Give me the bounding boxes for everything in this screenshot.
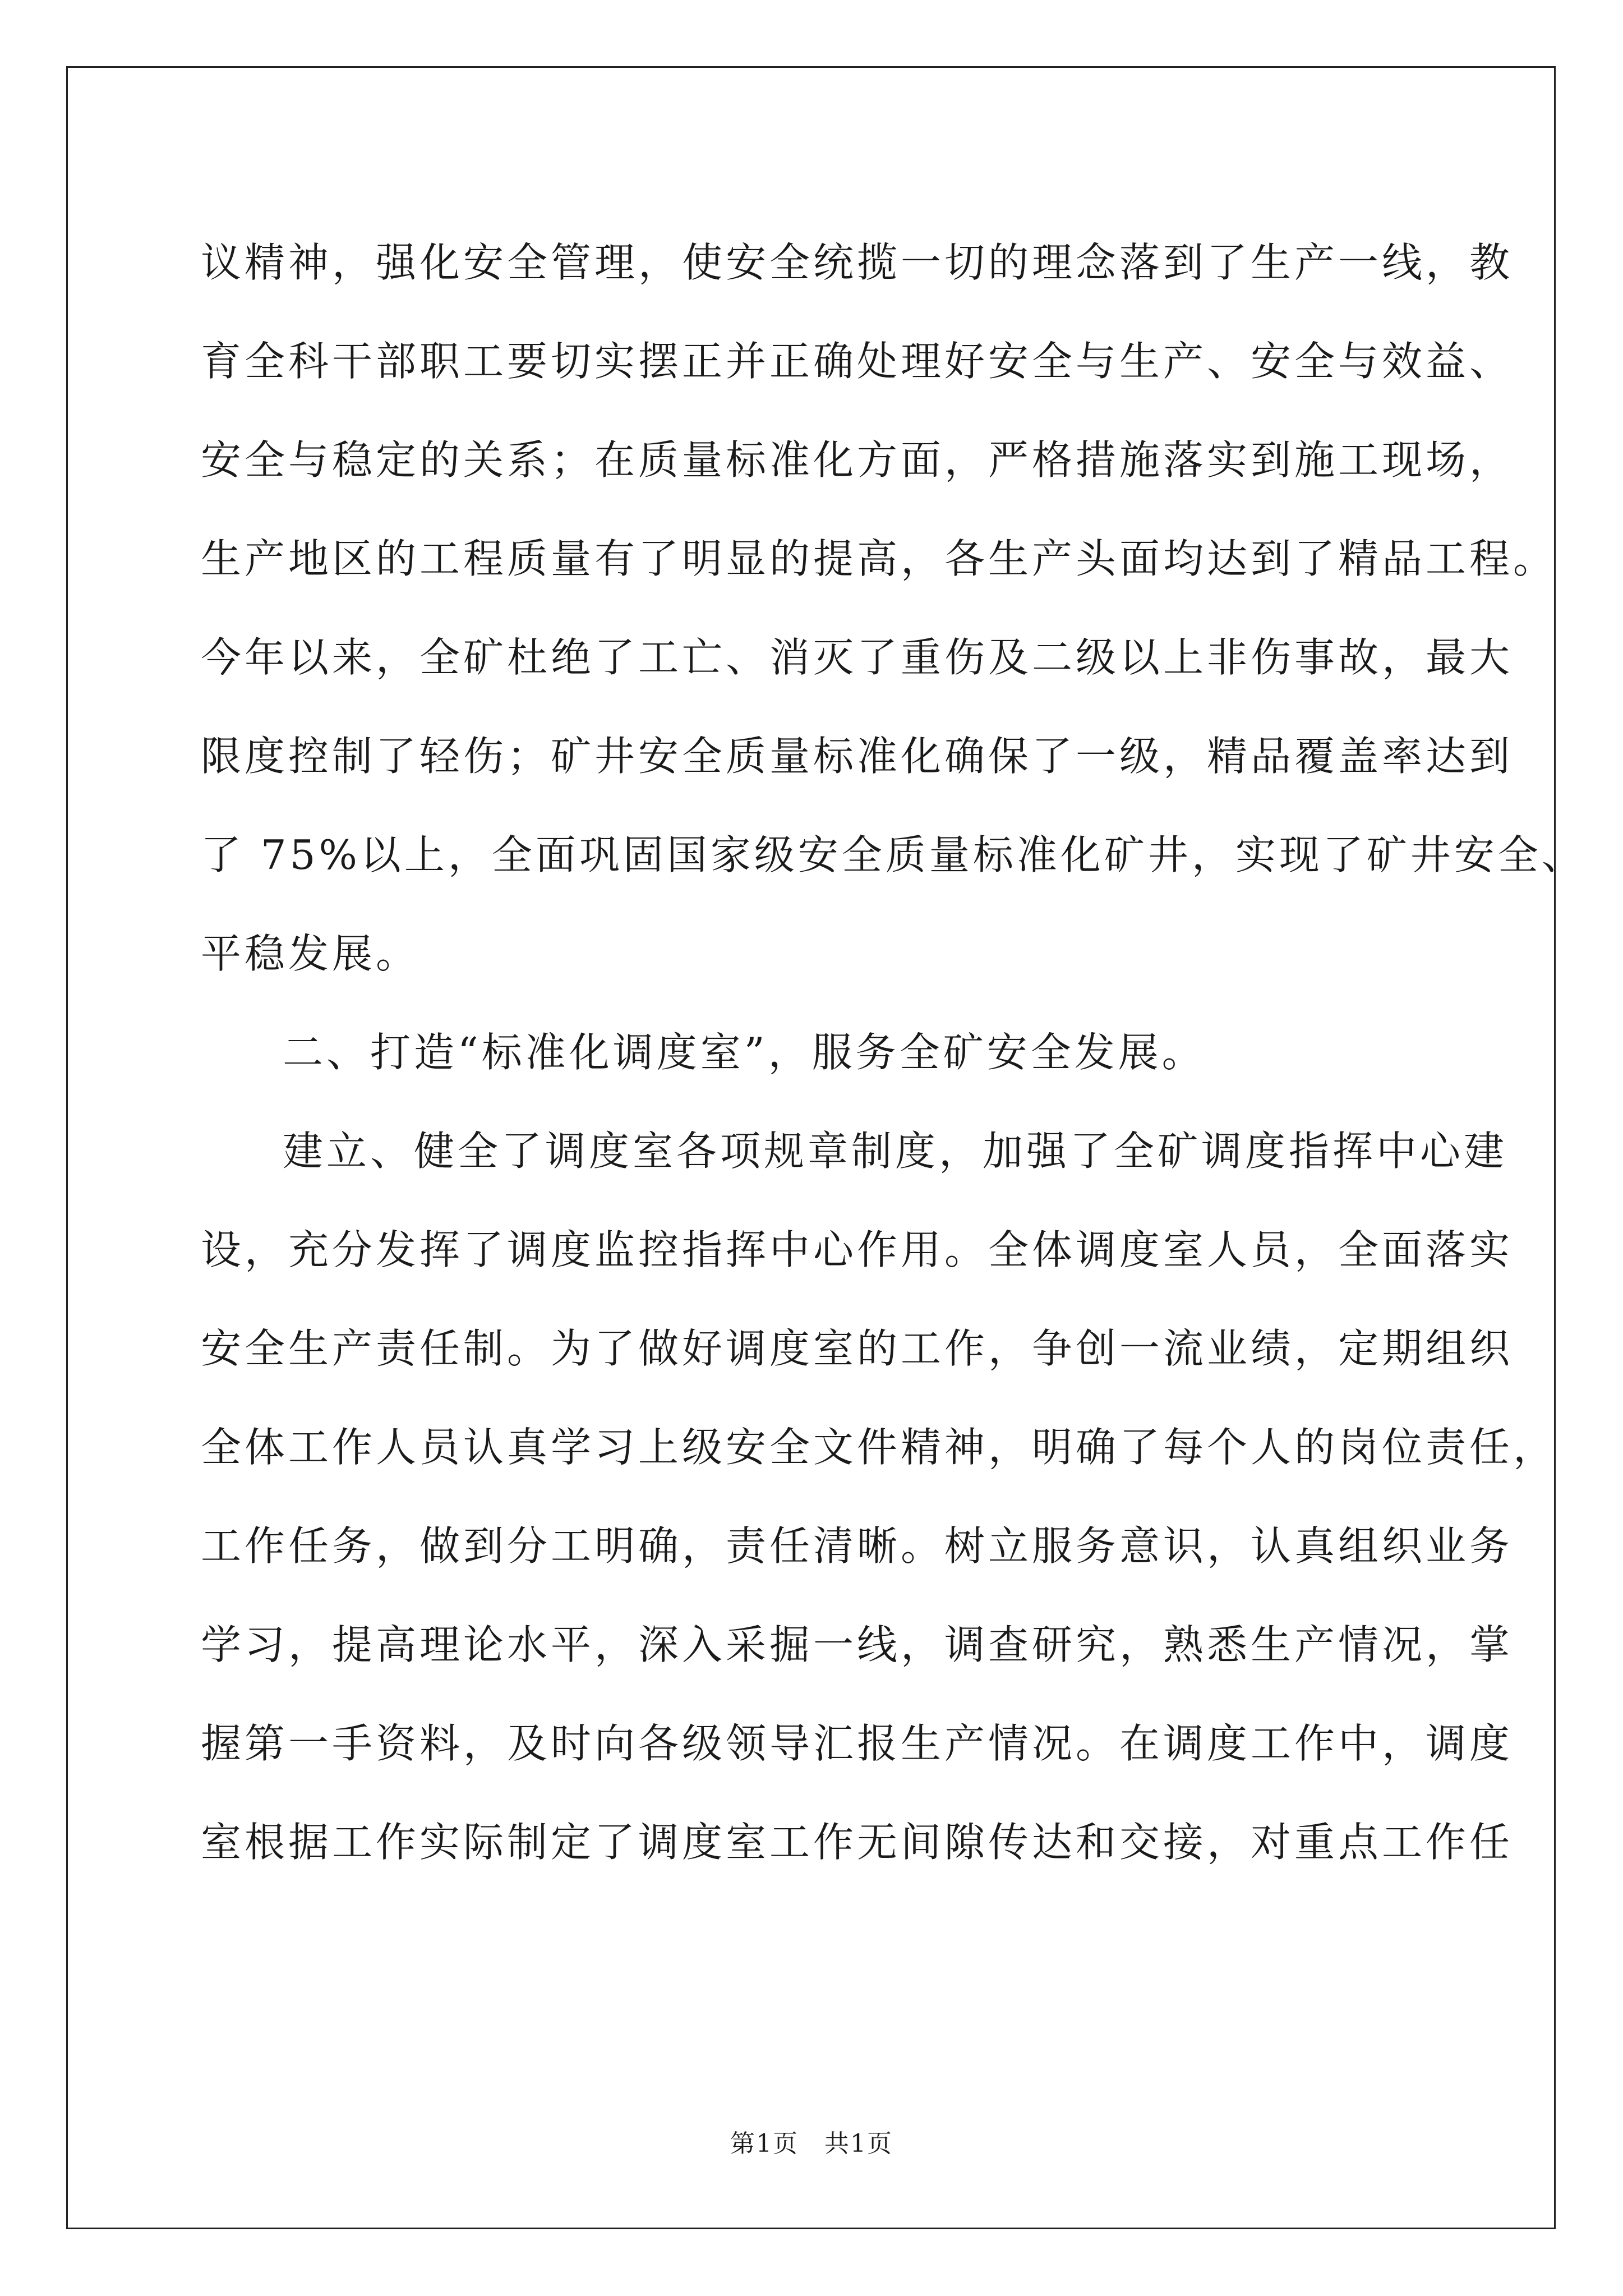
body-line: 今年以来，全矿杜绝了工亡、消灭了重伤及二级以上非伤事故，最大 (201, 634, 1514, 681)
body-line: 生产地区的工程质量有了明显的提高，各生产头面均达到了精品工程。 (201, 535, 1557, 582)
body-line: 了 75%以上，全面巩固国家级安全质量标准化矿井，实现了矿井安全、 (201, 831, 1585, 878)
body-line: 安全生产责任制。为了做好调度室的工作，争创一流业绩，定期组织 (201, 1325, 1514, 1372)
body-line: 议精神，强化安全管理，使安全统揽一切的理念落到了生产一线，教 (201, 239, 1514, 286)
body-line: 室根据工作实际制定了调度室工作无间隙传达和交接，对重点工作任 (201, 1819, 1514, 1866)
body-line: 平稳发展。 (201, 930, 420, 977)
section-heading: 二、打造“标准化调度室”，服务全矿安全发展。 (283, 1029, 1206, 1076)
page-number-footer: 第1页 共1页 (730, 2129, 893, 2158)
body-line: 学习，提高理论水平，深入采掘一线，调查研究，熟悉生产情况，掌 (201, 1621, 1514, 1668)
body-line: 安全与稳定的关系；在质量标准化方面，严格措施落实到施工现场， (201, 436, 1514, 484)
body-line: 限度控制了轻伤；矿井安全质量标准化确保了一级，精品覆盖率达到 (201, 733, 1514, 780)
document-body (201, 213, 1585, 1892)
body-line: 握第一手资料，及时向各级领导汇报生产情况。在调度工作中，调度 (201, 1720, 1514, 1767)
body-line: 全体工作人员认真学习上级安全文件精神，明确了每个人的岗位责任， (201, 1424, 1557, 1471)
body-line: 育全科干部职工要切实摆正并正确处理好安全与生产、安全与效益、 (201, 338, 1514, 385)
body-line: 工作任务，做到分工明确，责任清晰。树立服务意识，认真组织业务 (201, 1522, 1514, 1570)
body-line: 设，充分发挥了调度监控指挥中心作用。全体调度室人员，全面落实 (201, 1226, 1514, 1273)
paragraph-start-line: 建立、健全了调度室各项规章制度，加强了全矿调度指挥中心建 (283, 1128, 1508, 1175)
